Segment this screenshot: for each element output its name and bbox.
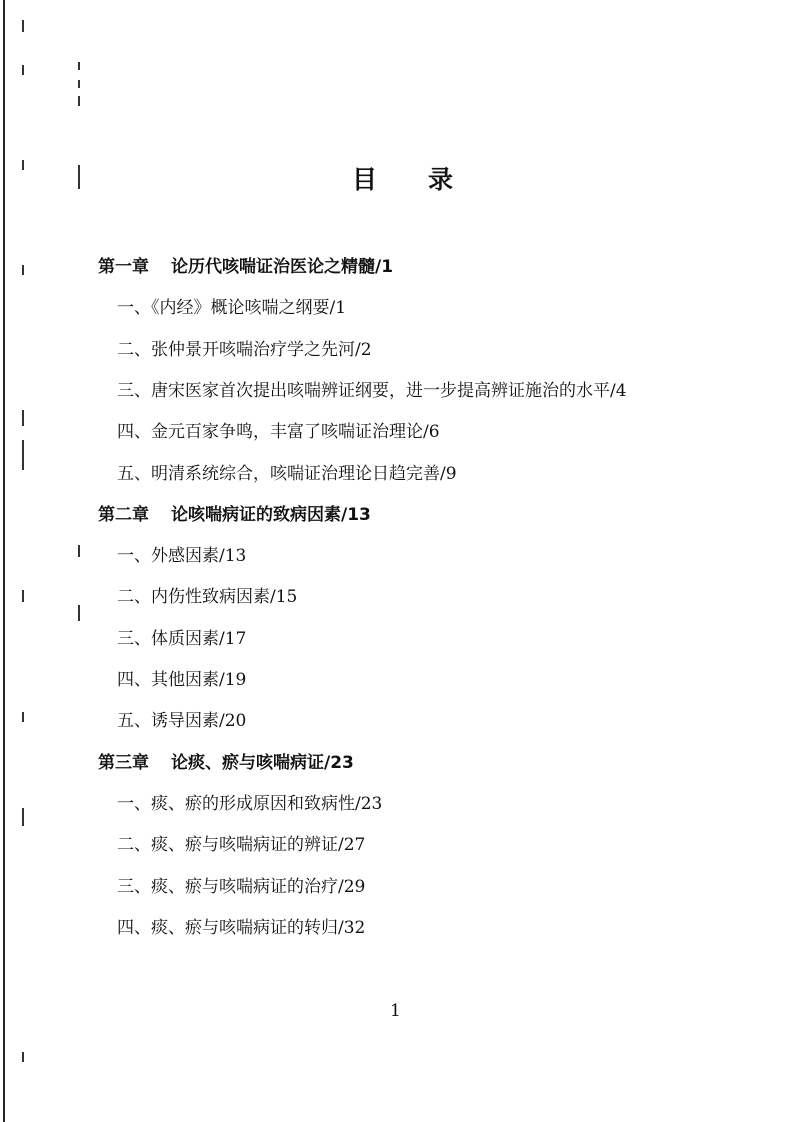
- section-title: 二、内伤性致病因素/15: [117, 587, 298, 607]
- section-title: 四、痰、瘀与咳喘病证的转归/32: [117, 918, 366, 938]
- section-title: 四、其他因素/19: [117, 670, 247, 690]
- title-char-2: 录: [428, 165, 455, 194]
- section-title: 二、痰、瘀与咳喘病证的辨证/27: [117, 835, 366, 855]
- chapter-title: 论痰、瘀与咳喘病证/23: [171, 753, 354, 773]
- scan-speck: [22, 1052, 24, 1062]
- section-title: 五、诱导因素/20: [117, 711, 247, 731]
- toc-section-entry: [117, 338, 372, 362]
- section-title: 二、张仲景开咳喘治疗学之先河/2: [117, 340, 372, 360]
- chapter-number: 第二章: [98, 505, 149, 525]
- chapter-number: 第三章: [98, 753, 149, 773]
- toc-chapter-entry: [98, 751, 354, 775]
- toc-section-entry: [117, 875, 365, 899]
- toc-chapter-entry: [98, 503, 371, 527]
- toc-section-entry: [117, 585, 297, 609]
- section-title: 三、痰、瘀与咳喘病证的治疗/29: [117, 877, 366, 897]
- section-title: 四、金元百家争鸣，丰富了咳喘证治理论/6: [117, 422, 440, 442]
- toc-section-entry: [117, 833, 365, 857]
- chapter-number: 第一章: [98, 257, 149, 277]
- toc-section-entry: [117, 296, 346, 320]
- toc-chapter-entry: [98, 255, 393, 279]
- toc-section-entry: [117, 668, 246, 692]
- toc-section-entry: [117, 462, 457, 486]
- section-title: 一、痰、瘀的形成原因和致病性/23: [117, 794, 383, 814]
- section-title: 三、体质因素/17: [117, 629, 247, 649]
- toc-section-entry: [117, 420, 440, 444]
- section-title: 一、外感因素/13: [117, 546, 247, 566]
- section-title: 一、《内经》概论咳喘之纲要/1: [117, 298, 347, 318]
- page-number: 1: [390, 1001, 401, 1021]
- toc-section-entry: [117, 792, 382, 816]
- title-char-1: 目: [352, 165, 379, 194]
- toc-section-entry: [117, 916, 365, 940]
- toc-section-entry: [117, 627, 246, 651]
- toc-section-entry: [117, 379, 627, 403]
- section-title: 五、明清系统综合，咳喘证治理论日趋完善/9: [117, 464, 457, 484]
- section-title: 三、唐宋医家首次提出咳喘辨证纲要，进一步提高辨证施治的水平/4: [117, 381, 627, 401]
- chapter-title: 论咳喘病证的致病因素/13: [171, 505, 371, 525]
- toc-section-entry: [117, 709, 246, 733]
- chapter-title: 论历代咳喘证治医论之精髓/1: [171, 257, 394, 277]
- toc-section-entry: [117, 544, 246, 568]
